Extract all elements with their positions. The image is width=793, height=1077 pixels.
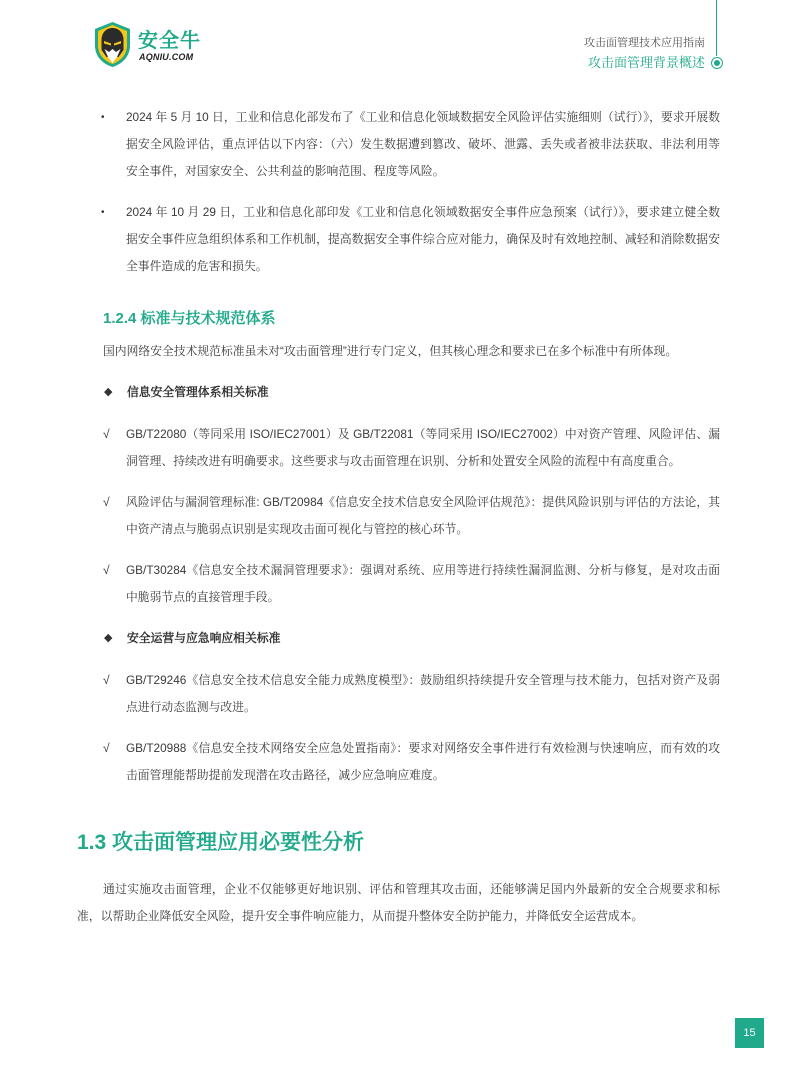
- target-circle-icon: [711, 57, 723, 69]
- section-heading-1-2-4: 1.2.4 标准与技术规范体系: [103, 309, 276, 327]
- group-heading: [100, 625, 720, 652]
- check-marker: √: [103, 741, 110, 755]
- bullet-text: 2024 年 10 月 29 日，工业和信息化部印发《工业和信息化领域数据安全事件应急预案（试行）》，要求建立健全数据安全事件应急组织体系和工作机制，提高数据安全事件综合应对能力，确保及时有效地控制、减轻和消除数据安全事件造成的危害和损失。: [126, 205, 720, 273]
- section-intro: 国内网络安全技术规范标准虽未对“攻击面管理”进行专门定义，但其核心理念和要求已在多个标准中有所体现。: [103, 344, 678, 358]
- bullet-marker: •: [101, 112, 105, 123]
- brand-name-cn: 安全牛: [138, 30, 201, 52]
- target-circle-dot: [714, 60, 720, 66]
- group-heading-text: 信息安全管理体系相关标准: [127, 385, 269, 399]
- diamond-marker: ◆: [104, 386, 113, 398]
- group-heading-text: 安全运营与应急响应相关标准: [127, 631, 281, 645]
- page-number-badge: 15: [735, 1018, 764, 1048]
- diamond-marker: ◆: [104, 632, 113, 644]
- bullet-item: [100, 199, 720, 280]
- page-content: [77, 104, 720, 930]
- check-marker: √: [103, 563, 110, 577]
- chapter-title: 攻击面管理背景概述: [587, 55, 705, 70]
- check-item-text: 风险评估与漏洞管理标准: GB/T20984《信息安全技术信息安全风险评估规范》：提供风险识别与评估的方法论，其中资产清点与脆弱点识别是实现攻击面可视化与管控的核心环节。: [126, 495, 720, 536]
- bullet-marker: •: [101, 207, 105, 218]
- section-body: 通过实施攻击面管理，企业不仅能够更好地识别、评估和管理其攻击面，还能够满足国内外最新的安全合规要求和标准，以帮助企业降低安全风险，提升安全事件响应能力，从而提升整体安全防护能力，并降低安全运营成本。: [77, 882, 720, 923]
- check-item-text: GB/T22080（等同采用 ISO/IEC27001）及 GB/T22081（等同采用 ISO/IEC27002）中对资产管理、风险评估、漏洞管理、持续改进有明确要求。这些要求与攻击面管理在识别、分析和处置安全风险的流程中有高度重合。: [126, 427, 720, 468]
- check-marker: √: [103, 673, 110, 687]
- check-item: [100, 735, 720, 789]
- check-item-text: GB/T30284《信息安全技术漏洞管理要求》：强调对系统、应用等进行持续性漏洞监测、分析与修复，是对攻击面中脆弱节点的直接管理手段。: [126, 563, 720, 604]
- check-marker: √: [103, 495, 110, 509]
- shield-knight-icon: [94, 21, 131, 68]
- header-divider-line: [716, 0, 717, 56]
- check-item: [100, 557, 720, 611]
- document-title: 攻击面管理技术应用指南: [584, 37, 705, 49]
- group-heading: [100, 379, 720, 406]
- check-marker: √: [103, 427, 110, 441]
- check-item-text: GB/T29246《信息安全技术信息安全能力成熟度模型》：鼓励组织持续提升安全管理与技术能力，包括对资产及弱点进行动态监测与改进。: [126, 673, 720, 714]
- check-item: [100, 489, 720, 543]
- check-item: [100, 421, 720, 475]
- check-item: [100, 667, 720, 721]
- brand-name-en: AQNIU.COM: [139, 52, 194, 62]
- section-heading-1-3: 1.3 攻击面管理应用必要性分析: [77, 830, 365, 854]
- bullet-text: 2024 年 5 月 10 日，工业和信息化部发布了《工业和信息化领域数据安全风险评估实施细则（试行）》，要求开展数据安全风险评估，重点评估以下内容：（六）发生数据遭到篡改、破坏、泄露、丢失或者被非法获取、非法利用等安全事件，对国家安全、公共利益的影响范围、程度等风险。: [126, 110, 720, 178]
- bullet-item: [100, 104, 720, 185]
- check-item-text: GB/T20988《信息安全技术网络安全应急处置指南》：要求对网络安全事件进行有效检测与快速响应，而有效的攻击面管理能帮助提前发现潜在攻击路径，减少应急响应难度。: [126, 741, 720, 782]
